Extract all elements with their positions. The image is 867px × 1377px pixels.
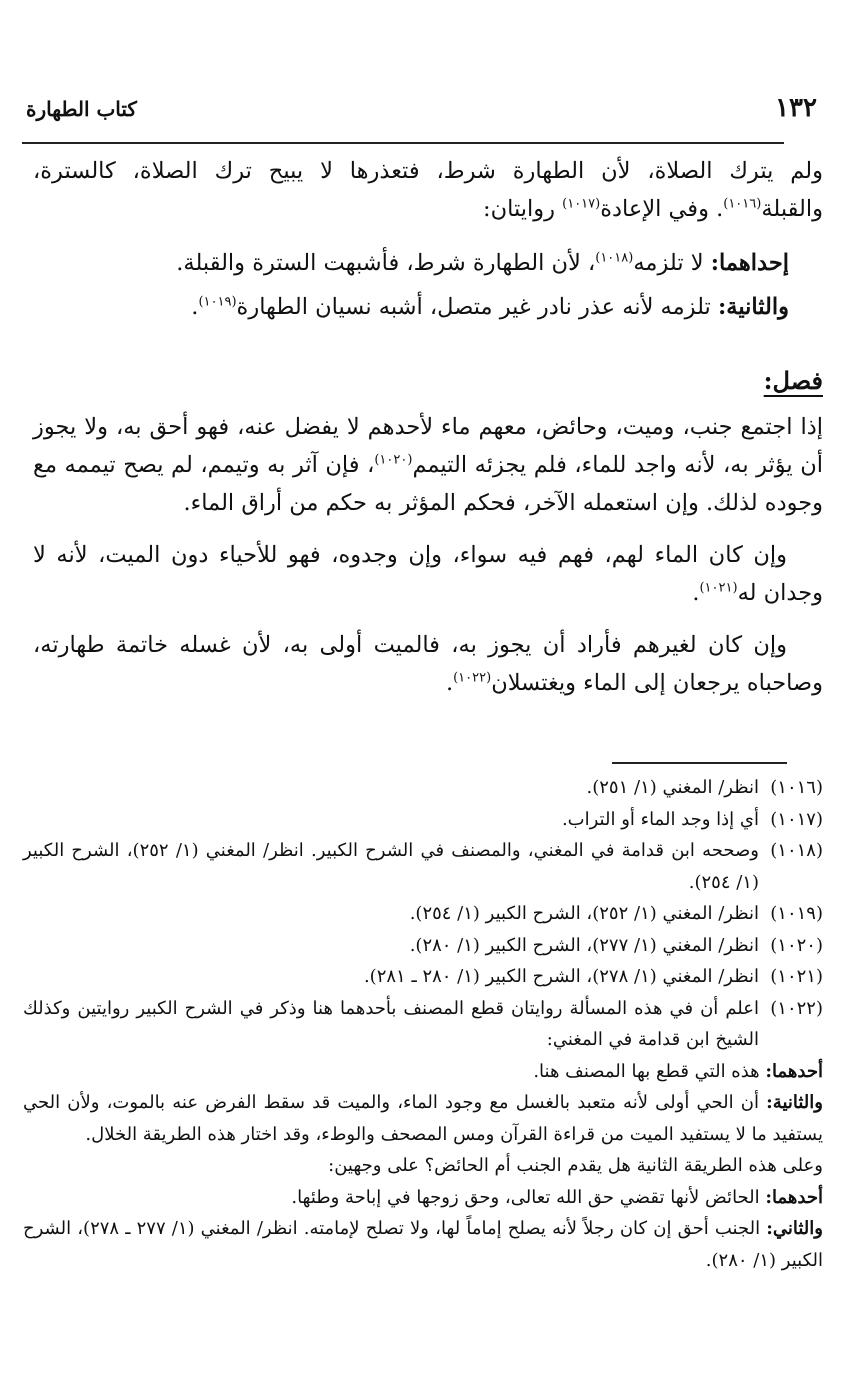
footnote-number: (١٠١٦)	[770, 777, 823, 798]
footnotes	[23, 772, 823, 1276]
footnote-line	[23, 1056, 823, 1088]
footnote-ref: (١٠٢٢)	[453, 670, 492, 686]
footnote-text: اعلم أن في هذه المسألة روايتان قطع المصنف بأحدهما هنا وذكر في الشرح الكبير روايتين وكذلك الشيخ ابن قدامة في المغني:	[23, 997, 759, 1050]
section-heading: فصل:	[763, 366, 823, 395]
footnote	[23, 898, 823, 930]
text: الجنب أحق إن كان رجلاً لأنه يصلح إماماً لها، ولا تصلح لإمامته. انظر/ المغني (١/ ٢٧٧ ـ ٢٧٨)، الشرح الكبير (١/ ٢٨٠).	[23, 1218, 823, 1271]
footnote-ref: (١٠٢١)	[699, 580, 738, 596]
page-number: ١٣٢	[775, 93, 817, 123]
footnote-line	[23, 1087, 823, 1150]
footnote-number: (١٠٢٠)	[770, 934, 823, 956]
footnote-line: وعلى هذه الطريقة الثانية هل يقدم الجنب أم الحائض؟ على وجهين:	[328, 1155, 823, 1176]
footnote-ref: (١٠١٧)	[562, 196, 601, 212]
label: أحدهما:	[765, 1060, 823, 1082]
label: والثانية:	[766, 1092, 823, 1113]
text: تلزمه لأنه عذر نادر غير متصل، أشبه نسيان الطهارة	[236, 294, 718, 320]
footnote-text: انظر/ المغني (١/ ٢٥٢)، الشرح الكبير (١/ ٢٥٤).	[409, 903, 759, 924]
footnote-number: (١٠١٧)	[770, 808, 823, 830]
text: وإن كان الماء لهم، فهم فيه سواء، وإن وجدوه، فهو للأحياء دون الميت، لأنه لا وجدان له	[33, 542, 823, 606]
footnote-number: (١٠١٨)	[770, 840, 823, 861]
footnote-text: انظر/ المغني (١/ ٢٥١).	[586, 777, 759, 798]
label: والثاني:	[766, 1218, 823, 1239]
label: أحدهما:	[765, 1186, 823, 1208]
text: .	[692, 580, 700, 606]
paragraph-3	[33, 536, 823, 612]
footnote	[23, 993, 823, 1056]
footnote	[23, 804, 823, 836]
footnote-text: وصححه ابن قدامة في المغني، والمصنف في الشرح الكبير. انظر/ المغني (١/ ٢٥٢)، الشرح الكبير (١/ ٢٥٤).	[23, 840, 759, 893]
text: وإن كان لغيرهم فأراد أن يجوز به، فالميت أولى به، لأن غسله خاتمة طهارته، وصاحباه يرجعان إلى الماء ويغتسلان	[33, 632, 823, 696]
footnote-text: انظر/ المغني (١/ ٢٧٧)، الشرح الكبير (١/ ٢٨٠).	[409, 934, 759, 956]
footnote	[23, 930, 823, 962]
text: أن الحي أولى لأنه متعبد بالغسل مع وجود الماء، والميت قد سقط الفرض عنه بالموت، ولأن الحي يستفيد ما لا يستفيد الميت من قراءة القرآن ومس المصحف والوطء، وقد اختار هذه الطريقة الخلال.	[23, 1092, 823, 1145]
riwaya-label: والثانية:	[717, 294, 789, 320]
footnote-line	[23, 1213, 823, 1276]
text: ، فإن آثر به وتيمم، لم يصح تيممه مع وجوده لذلك. وإن استعمله الآخر، فحكم المؤثر به حكم من أراق الماء.	[33, 452, 823, 516]
text: .	[191, 294, 199, 320]
footnote	[23, 961, 823, 993]
running-title: كتاب الطهارة	[26, 97, 137, 121]
footnote-ref: (١٠١٦)	[723, 196, 762, 212]
text: هذه التي قطع بها المصنف هنا.	[533, 1060, 766, 1082]
footnote-text: انظر/ المغني (١/ ٢٧٨)، الشرح الكبير (١/ ٢٨٠ ـ ٢٨١).	[363, 966, 759, 987]
footnote-number: (١٠٢١)	[770, 966, 823, 987]
main-text	[33, 152, 823, 716]
footnote-continuation	[23, 1056, 823, 1277]
footnote	[23, 772, 823, 804]
footnote	[23, 835, 823, 898]
text: .	[445, 670, 454, 696]
footnote-text: أي إذا وجد الماء أو التراب.	[561, 808, 759, 830]
footnote-rule	[612, 762, 787, 764]
paragraph-2	[33, 408, 823, 522]
text: ولم يترك الصلاة، لأن الطهارة شرط، فتعذرها لا يبيح ترك الصلاة، كالسترة، والقبلة	[33, 158, 823, 222]
footnote-ref: (١٠١٩)	[198, 294, 237, 310]
text: روايتان:	[482, 196, 563, 222]
footnote-ref: (١٠١٨)	[595, 250, 634, 266]
text: . وفي الإعادة	[600, 196, 724, 222]
footnote-line	[23, 1182, 823, 1214]
riwaya-2	[33, 288, 823, 326]
paragraph-1	[33, 152, 823, 228]
text: إذا اجتمع جنب، وميت، وحائض، معهم ماء لأحدهم لا يفضل عنه، فهو أحق به، ولا يجوز أن يؤثر به، لأنه واجد للماء، فلم يجزئه التيمم	[33, 414, 823, 478]
riwaya-1	[33, 244, 823, 282]
footnote-number: (١٠٢٢)	[770, 997, 823, 1019]
paragraph-4	[33, 626, 823, 702]
header-rule	[22, 142, 784, 144]
text: لا تلزمه	[633, 250, 711, 276]
footnote-number: (١٠١٩)	[770, 903, 823, 924]
riwaya-label: إحداهما:	[710, 250, 789, 276]
text: ، لأن الطهارة شرط، فأشبهت السترة والقبلة.	[176, 250, 596, 276]
footnote-ref: (١٠٢٠)	[374, 452, 413, 468]
text: الحائض لأنها تقضي حق الله تعالى، وحق زوجها في إباحة وطئها.	[291, 1186, 766, 1208]
